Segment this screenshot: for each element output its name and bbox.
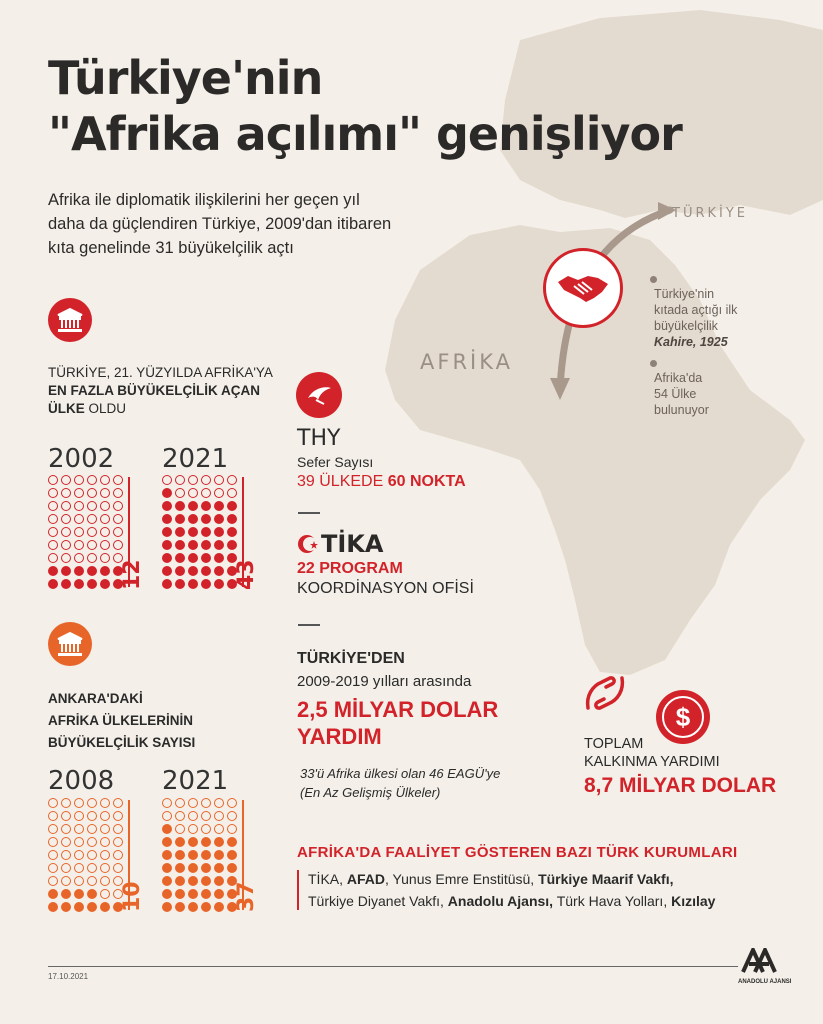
ankara-headline: [48, 688, 195, 754]
dot-filled: [201, 889, 211, 899]
inst-afad: AFAD: [346, 871, 386, 887]
dot-filled: [227, 501, 237, 511]
dot-filled: [162, 553, 172, 563]
dot-filled: [61, 902, 71, 912]
dot-empty: [87, 514, 97, 524]
dot-empty: [113, 824, 123, 834]
dot-filled: [162, 566, 172, 576]
count-2021-embassy: 43: [234, 559, 259, 590]
dot-empty: [100, 553, 110, 563]
dot-empty: [100, 850, 110, 860]
dot-empty: [214, 475, 224, 485]
dot-filled: [48, 889, 58, 899]
embassy-line-1: TÜRKİYE, 21. YÜZYILDA AFRİKA'YA: [48, 365, 273, 380]
note2-line-3: bulunuyor: [654, 403, 709, 417]
dot-empty: [214, 488, 224, 498]
dot-empty: [175, 475, 185, 485]
dot-filled: [227, 850, 237, 860]
note1-line-4: Kahire, 1925: [654, 335, 728, 349]
embassy-headline: [48, 364, 273, 418]
helping-hands-icon: [580, 668, 630, 718]
dot-empty: [214, 824, 224, 834]
dot-empty: [74, 527, 84, 537]
dot-empty: [100, 501, 110, 511]
thy-stat-part2: 60 NOKTA: [387, 473, 466, 490]
dot-filled: [162, 540, 172, 550]
afrika-label: AFRİKA: [420, 350, 513, 374]
dot-filled: [162, 824, 172, 834]
dot-empty: [74, 876, 84, 886]
tika-logo-text: TİKA: [321, 530, 384, 558]
dot-empty: [87, 798, 97, 808]
subtitle-line-3: kıta genelinde 31 büyükelçilik açtı: [48, 239, 294, 257]
divider: [298, 624, 320, 626]
dot-filled: [175, 553, 185, 563]
ankara-building-icon: [48, 622, 92, 666]
ankara-line-3: BÜYÜKELÇİLİK SAYISI: [48, 735, 196, 750]
dot-empty: [188, 488, 198, 498]
year-2021-ankara: 2021: [162, 766, 229, 796]
dot-filled: [87, 566, 97, 576]
dot-filled: [162, 850, 172, 860]
dot-filled: [162, 527, 172, 537]
dot-filled: [201, 527, 211, 537]
dot-filled: [201, 863, 211, 873]
dot-empty: [100, 837, 110, 847]
thy-name: THY: [297, 426, 341, 451]
title-line-2: "Afrika açılımı" genişliyor: [48, 107, 682, 161]
dot-empty: [100, 514, 110, 524]
dollar-icon: $: [656, 690, 710, 744]
dot-filled: [175, 902, 185, 912]
dot-filled: [100, 579, 110, 589]
dot-filled: [162, 488, 172, 498]
dot-empty: [201, 488, 211, 498]
dot-filled: [100, 566, 110, 576]
note1-line-2: kıtada açtığı ilk: [654, 303, 738, 317]
dot-empty: [201, 811, 211, 821]
dot-empty: [113, 540, 123, 550]
embassy-line-3-bold: ÜLKE: [48, 401, 85, 416]
subtitle: [48, 188, 488, 260]
aa-logo-text: ANADOLU AJANSI: [738, 979, 792, 985]
dot-empty: [87, 811, 97, 821]
dot-empty: [87, 863, 97, 873]
dot-filled: [175, 850, 185, 860]
dot-empty: [87, 540, 97, 550]
dot-filled: [227, 514, 237, 524]
dot-empty: [175, 488, 185, 498]
bullet-icon: [650, 360, 657, 367]
dot-filled: [48, 579, 58, 589]
dot-empty: [61, 488, 71, 498]
handshake-badge: [543, 248, 623, 328]
dot-filled: [162, 579, 172, 589]
dot-empty: [162, 475, 172, 485]
embassy-line-3-rest: OLDU: [84, 401, 127, 416]
dot-empty: [100, 540, 110, 550]
inst-tika: TİKA,: [308, 871, 347, 887]
dot-empty: [113, 488, 123, 498]
tika-stat-rest: KOORDİNASYON OFİSİ: [297, 580, 474, 597]
count-2021-ankara: 37: [234, 881, 259, 912]
dot-filled: [201, 850, 211, 860]
dot-filled: [162, 514, 172, 524]
dot-filled: [188, 527, 198, 537]
dot-empty: [74, 540, 84, 550]
dot-empty: [227, 811, 237, 821]
dot-empty: [61, 824, 71, 834]
dot-empty: [113, 850, 123, 860]
inst-diyanet: Türkiye Diyanet Vakfı,: [308, 893, 448, 909]
dot-filled: [214, 837, 224, 847]
dot-empty: [175, 811, 185, 821]
title-line-1: Türkiye'nin: [48, 51, 323, 105]
aid-note-line-2: (En Az Gelişmiş Ülkeler): [300, 785, 441, 800]
dot-empty: [188, 475, 198, 485]
ankara-line-1: ANKARA'DAKİ: [48, 691, 143, 706]
dot-filled: [227, 527, 237, 537]
total-aid-line-2: KALKINMA YARDIMI: [584, 754, 720, 770]
dot-filled: [214, 889, 224, 899]
note2-line-1: Afrika'da: [654, 371, 703, 385]
dot-empty: [100, 798, 110, 808]
dot-filled: [201, 579, 211, 589]
dot-empty: [61, 798, 71, 808]
aid-period: 2009-2019 yılları arasında: [297, 673, 472, 690]
dot-empty: [162, 798, 172, 808]
dot-empty: [48, 553, 58, 563]
subtitle-line-1: Afrika ile diplomatik ilişkilerini her geçen yıl: [48, 191, 360, 209]
dot-filled: [175, 566, 185, 576]
dot-empty: [61, 811, 71, 821]
note2-line-2: 54 Ülke: [654, 387, 697, 401]
dot-filled: [175, 837, 185, 847]
dot-filled: [201, 540, 211, 550]
dot-grid-2021-embassy: [162, 475, 237, 589]
aa-logo: [738, 948, 792, 985]
bullet-icon: [650, 276, 657, 283]
dot-empty: [87, 850, 97, 860]
dot-empty: [175, 824, 185, 834]
crescent-star-icon: [297, 533, 319, 555]
footer-rule: [48, 966, 738, 967]
dot-empty: [100, 824, 110, 834]
dot-empty: [100, 811, 110, 821]
subtitle-line-2: daha da güçlendiren Türkiye, 2009'dan itibaren: [48, 215, 392, 233]
dot-empty: [48, 514, 58, 524]
total-aid-line-1: TOPLAM: [584, 736, 644, 752]
dot-empty: [87, 527, 97, 537]
dot-filled: [227, 863, 237, 873]
dot-filled: [188, 514, 198, 524]
dot-filled: [100, 902, 110, 912]
dot-filled: [175, 540, 185, 550]
dot-empty: [48, 527, 58, 537]
dot-filled: [188, 837, 198, 847]
dot-filled: [87, 889, 97, 899]
dot-empty: [201, 824, 211, 834]
dot-filled: [175, 527, 185, 537]
dot-empty: [113, 837, 123, 847]
aid-amount-line-2: YARDIM: [297, 724, 382, 749]
inst-thy: Türk Hava Yolları,: [553, 893, 672, 909]
dot-empty: [87, 837, 97, 847]
tika-stat-bold: 22 PROGRAM: [297, 560, 403, 577]
year-2002: 2002: [48, 444, 115, 474]
total-aid-amount: 8,7 MİLYAR DOLAR: [584, 774, 777, 797]
dot-filled: [188, 579, 198, 589]
page-title: [48, 50, 682, 162]
dot-filled: [227, 540, 237, 550]
dot-filled: [162, 902, 172, 912]
dot-empty: [87, 876, 97, 886]
inst-kizilay: Kızılay: [671, 893, 716, 909]
dot-filled: [188, 889, 198, 899]
dot-empty: [48, 488, 58, 498]
dot-empty: [87, 475, 97, 485]
dot-filled: [48, 902, 58, 912]
dot-filled: [175, 501, 185, 511]
dot-empty: [227, 475, 237, 485]
thy-label: Sefer Sayısı: [297, 454, 374, 470]
dot-filled: [175, 876, 185, 886]
dot-filled: [87, 902, 97, 912]
thy-stat: [297, 473, 466, 491]
dot-filled: [162, 501, 172, 511]
dot-empty: [100, 889, 110, 899]
dot-filled: [188, 540, 198, 550]
dot-empty: [48, 850, 58, 860]
footer-date: 17.10.2021: [48, 972, 89, 981]
dot-filled: [201, 501, 211, 511]
dot-empty: [227, 488, 237, 498]
dot-empty: [162, 811, 172, 821]
dot-filled: [201, 837, 211, 847]
dot-empty: [113, 811, 123, 821]
dot-empty: [113, 514, 123, 524]
dot-empty: [227, 798, 237, 808]
dot-empty: [48, 837, 58, 847]
dot-filled: [227, 837, 237, 847]
dot-filled: [74, 902, 84, 912]
dot-filled: [188, 850, 198, 860]
dot-filled: [61, 889, 71, 899]
note1-line-1: Türkiye'nin: [654, 287, 715, 301]
dot-filled: [188, 876, 198, 886]
dot-empty: [100, 863, 110, 873]
dot-empty: [87, 553, 97, 563]
dot-empty: [74, 811, 84, 821]
year-2008: 2008: [48, 766, 115, 796]
dot-filled: [214, 863, 224, 873]
dot-empty: [100, 475, 110, 485]
dot-empty: [188, 798, 198, 808]
count-2002: 12: [120, 559, 145, 590]
dot-filled: [188, 553, 198, 563]
dot-empty: [74, 798, 84, 808]
inst-maarif: Türkiye Maarif Vakfı,: [538, 871, 674, 887]
dot-filled: [201, 514, 211, 524]
dot-empty: [61, 837, 71, 847]
dot-empty: [113, 475, 123, 485]
dot-empty: [48, 475, 58, 485]
aid-amount-line-1: 2,5 MİLYAR DOLAR: [297, 697, 499, 722]
dot-filled: [175, 514, 185, 524]
dot-empty: [61, 501, 71, 511]
dot-empty: [74, 475, 84, 485]
dot-filled: [87, 579, 97, 589]
dot-filled: [188, 501, 198, 511]
dot-empty: [74, 824, 84, 834]
embassy-line-2: EN FAZLA BÜYÜKELÇİLİK AÇAN: [48, 383, 260, 398]
dot-empty: [74, 837, 84, 847]
inst-yunus-emre: , Yunus Emre Enstitüsü,: [385, 871, 539, 887]
dot-empty: [113, 501, 123, 511]
dot-filled: [201, 876, 211, 886]
dot-filled: [61, 566, 71, 576]
dot-filled: [162, 863, 172, 873]
dot-empty: [100, 876, 110, 886]
handshake-icon: [556, 268, 610, 308]
aa-logo-icon: [741, 948, 777, 974]
dot-grid-2021-ankara: [162, 798, 237, 912]
dot-empty: [214, 798, 224, 808]
dot-filled: [175, 863, 185, 873]
dot-filled: [188, 902, 198, 912]
dot-filled: [214, 902, 224, 912]
dot-filled: [74, 566, 84, 576]
dot-filled: [214, 553, 224, 563]
dot-empty: [100, 488, 110, 498]
dot-filled: [74, 889, 84, 899]
dot-filled: [188, 863, 198, 873]
map-note-first-embassy: [650, 272, 737, 350]
dot-filled: [201, 566, 211, 576]
count-2008: 10: [120, 881, 145, 912]
turkiye-label: TÜRKİYE: [672, 206, 749, 221]
dot-empty: [61, 876, 71, 886]
dot-empty: [61, 540, 71, 550]
tika-logo: [297, 530, 383, 558]
dot-empty: [87, 488, 97, 498]
dot-filled: [214, 527, 224, 537]
dot-filled: [214, 850, 224, 860]
dot-empty: [74, 850, 84, 860]
dot-filled: [162, 837, 172, 847]
dot-filled: [214, 876, 224, 886]
dot-filled: [61, 579, 71, 589]
dot-empty: [48, 824, 58, 834]
aid-note-line-1: 33'ü Afrika ülkesi olan 46 EAGÜ'ye: [300, 766, 501, 781]
institutions-list: [308, 868, 715, 912]
dot-filled: [214, 501, 224, 511]
dot-empty: [48, 863, 58, 873]
dot-empty: [227, 824, 237, 834]
embassy-building-icon: [48, 298, 92, 342]
ankara-line-2: AFRİKA ÜLKELERİNİN: [48, 713, 193, 728]
dot-empty: [61, 850, 71, 860]
dot-empty: [201, 798, 211, 808]
dot-filled: [214, 514, 224, 524]
dot-empty: [74, 514, 84, 524]
dot-empty: [48, 798, 58, 808]
dot-empty: [87, 501, 97, 511]
dot-empty: [113, 798, 123, 808]
dot-filled: [175, 579, 185, 589]
dot-empty: [201, 475, 211, 485]
thy-logo: [296, 372, 342, 418]
dot-filled: [188, 566, 198, 576]
dot-empty: [188, 811, 198, 821]
year-2021-embassy: 2021: [162, 444, 229, 474]
dot-empty: [61, 514, 71, 524]
dot-filled: [175, 889, 185, 899]
dot-empty: [74, 863, 84, 873]
dot-empty: [48, 811, 58, 821]
dot-grid-2008: [48, 798, 123, 912]
dot-empty: [48, 501, 58, 511]
dot-empty: [100, 527, 110, 537]
dot-empty: [87, 824, 97, 834]
dot-empty: [48, 540, 58, 550]
thy-stat-part1: 39 ÜLKEDE: [297, 473, 388, 490]
dot-empty: [61, 527, 71, 537]
dot-filled: [48, 566, 58, 576]
dot-filled: [201, 553, 211, 563]
dot-empty: [188, 824, 198, 834]
dot-filled: [162, 876, 172, 886]
institutions-bar: [297, 870, 299, 910]
dot-empty: [74, 501, 84, 511]
dot-filled: [214, 540, 224, 550]
dot-filled: [74, 579, 84, 589]
dot-empty: [113, 527, 123, 537]
dot-filled: [201, 902, 211, 912]
aid-heading: TÜRKİYE'DEN: [297, 650, 405, 667]
dot-empty: [74, 553, 84, 563]
bird-icon: [304, 380, 334, 410]
dot-filled: [214, 579, 224, 589]
dot-empty: [113, 863, 123, 873]
dot-filled: [214, 566, 224, 576]
dot-empty: [61, 475, 71, 485]
dot-empty: [61, 863, 71, 873]
map-note-countries: [650, 356, 709, 418]
aid-note: [300, 764, 500, 802]
dot-empty: [74, 488, 84, 498]
divider: [298, 512, 320, 514]
dot-empty: [214, 811, 224, 821]
note1-line-3: büyükelçilik: [654, 319, 718, 333]
dot-empty: [48, 876, 58, 886]
dot-grid-2002: [48, 475, 123, 589]
dot-empty: [175, 798, 185, 808]
dot-empty: [61, 553, 71, 563]
institutions-heading: AFRİKA'DA FAALİYET GÖSTEREN BAZI TÜRK KURUMLARI: [297, 844, 738, 861]
dot-filled: [162, 889, 172, 899]
inst-aa: Anadolu Ajansı,: [447, 893, 554, 909]
